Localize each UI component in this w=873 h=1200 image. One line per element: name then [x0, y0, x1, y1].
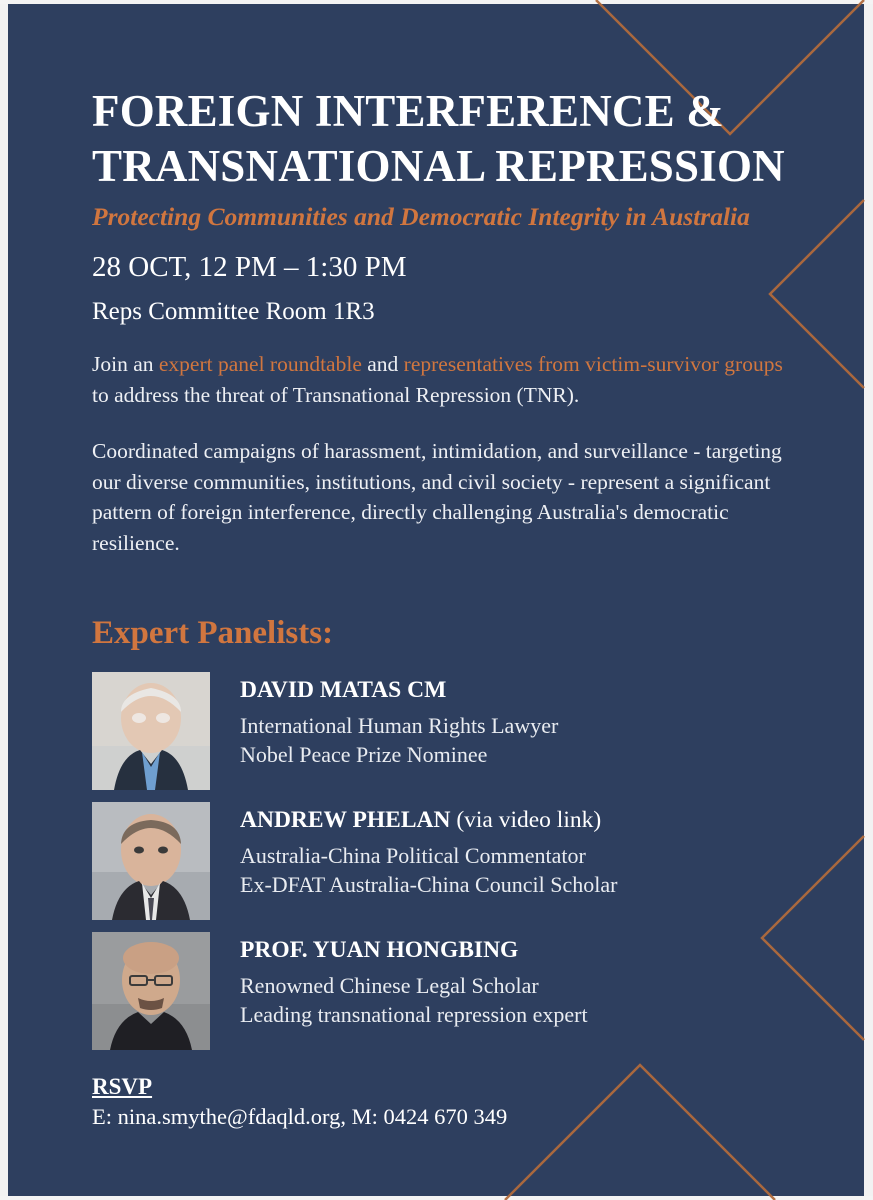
intro-highlight-1: expert panel roundtable	[158, 352, 362, 377]
panelist-name-suffix: (via video link)	[456, 806, 602, 833]
rsvp-label: RSVP	[92, 1073, 153, 1099]
poster-edge-top	[0, 0, 873, 4]
body-paragraph: Coordinated campaigns of harassment, intimidation, and surveillance - targeting our diverse communities, institutions, and civil society - represent a significant pattern of foreign interference, directly challenging Australia's democratic resilience.	[92, 439, 782, 555]
panelist-role-line-2: Nobel Peace Prize Nominee	[240, 742, 488, 768]
panelist-role-line-1: Australia-China Political Commentator	[240, 843, 586, 869]
poster-edge-left	[0, 0, 8, 1200]
list-item	[92, 672, 792, 790]
panelist-info	[240, 932, 588, 1029]
panelist-role	[240, 711, 558, 769]
event-datetime: 28 OCT, 12 PM – 1:30 PM	[92, 251, 407, 284]
poster-subtitle: Protecting Communities and Democratic Integrity in Australia	[92, 201, 750, 231]
intro-highlight-2: representatives from victim-survivor groups	[403, 352, 783, 377]
intro-paragraph	[92, 349, 792, 410]
panelist-role-line-1: International Human Rights Lawyer	[240, 713, 559, 739]
event-venue: Reps Committee Room 1R3	[92, 298, 375, 326]
panelist-info	[240, 802, 617, 899]
list-item	[92, 932, 792, 1050]
panelist-name	[240, 806, 617, 835]
panelist-name-text: DAVID MATAS CM	[240, 676, 447, 703]
panelist-name-text: PROF. YUAN HONGBING	[240, 936, 519, 963]
headshot-david-matas	[92, 672, 210, 790]
panelists-list	[92, 672, 792, 1050]
intro-middle: and	[361, 352, 404, 377]
headshot-andrew-phelan	[92, 802, 210, 920]
headshot-yuan-hongbing	[92, 932, 210, 1050]
poster-edge-right	[864, 0, 873, 1200]
panelist-role-line-2: Ex-DFAT Australia-China Council Scholar	[240, 872, 618, 898]
panelist-info	[240, 672, 558, 769]
panelist-role-line-2: Leading transnational repression expert	[240, 1002, 588, 1028]
page-title: FOREIGN INTERFERENCE & TRANSNATIONAL REPRESSION	[92, 86, 785, 191]
rsvp-contact: E: nina.smythe@fdaqld.org, M: 0424 670 349	[92, 1103, 508, 1129]
panelists-heading: Expert Panelists:	[92, 615, 334, 652]
panelist-role	[240, 971, 588, 1029]
poster-edge-bottom	[0, 1196, 873, 1200]
panelist-role-line-1: Renowned Chinese Legal Scholar	[240, 973, 539, 999]
list-item	[92, 802, 792, 920]
intro-tail: to address the threat of Transnational Repression (TNR).	[92, 382, 580, 407]
poster-content	[92, 84, 792, 1130]
intro-lead: Join an	[92, 352, 159, 377]
rsvp-block	[92, 1074, 792, 1130]
panelist-name-text: ANDREW PHELAN	[240, 806, 457, 833]
panelist-role	[240, 841, 617, 899]
panelist-name	[240, 936, 588, 965]
panelist-name	[240, 676, 558, 705]
